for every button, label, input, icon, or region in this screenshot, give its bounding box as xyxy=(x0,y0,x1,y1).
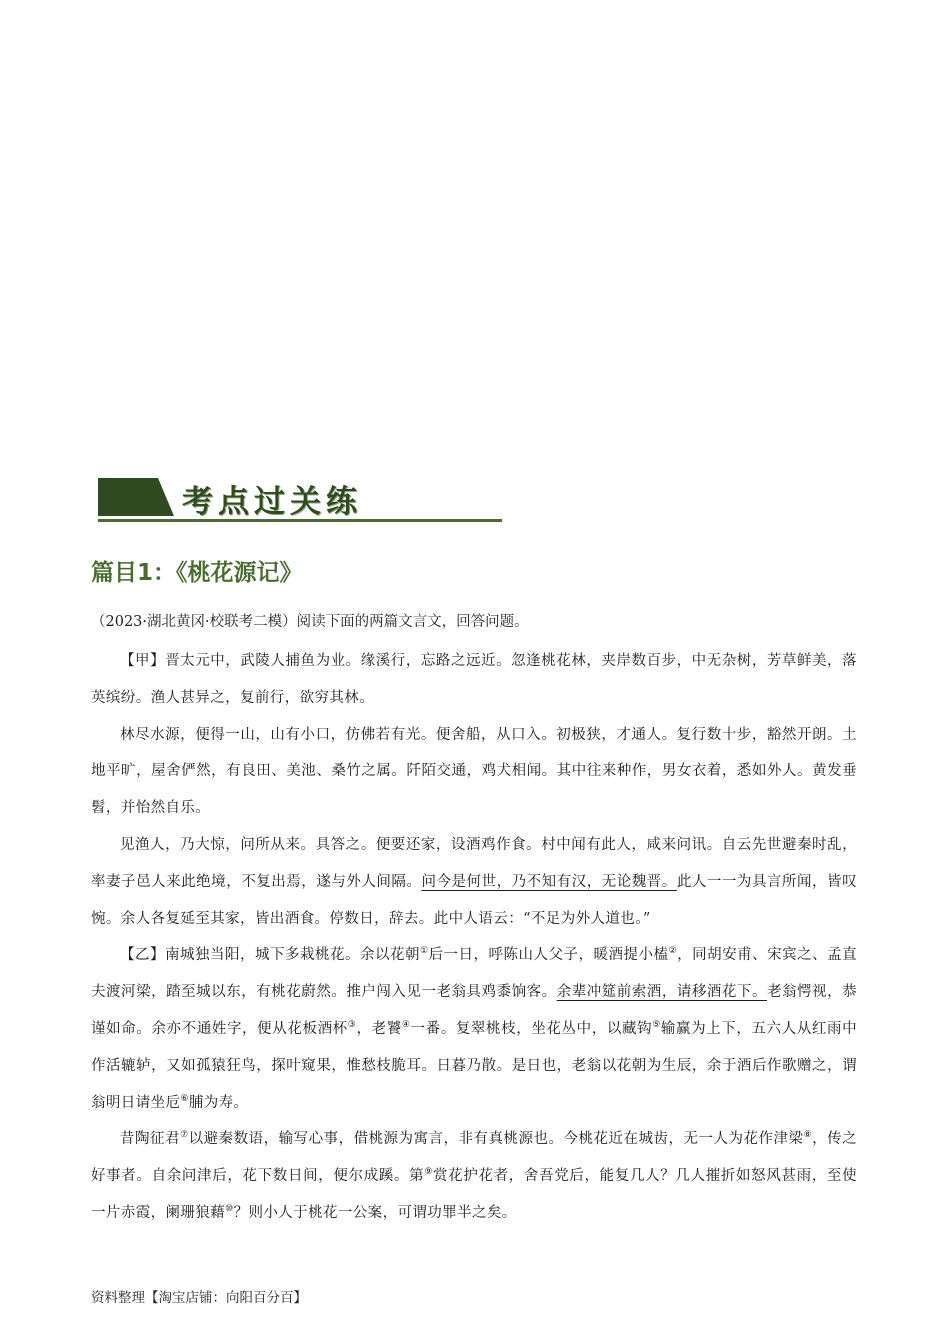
jia-paragraph-2: 林尽水源，便得一山，山有小口，仿佛若有光。便舍船，从口入。初极狭，才通人。复行数十步，豁然开朗。土地平旷，屋舍俨然，有良田、美池、桑竹之属。阡陌交通，鸡犬相闻。其中往来种作，男女衣着，悉如外人。黄发垂髫，并怡然自乐。 xyxy=(91,726,857,817)
yi-p2-text-e: ？则小人于桃花一公案，可谓功罪半之矣。 xyxy=(233,1204,517,1221)
yi-paragraph-1 xyxy=(91,937,857,1121)
yi-p2-text-d: 赏花护花者，舍吾党后，能复几人？几人摧折如怒风甚雨，至使一片赤霞，阑珊狼藉 xyxy=(91,1168,857,1221)
footnote-mark: ⑧ xyxy=(803,1130,813,1141)
footnote-mark: ⑤ xyxy=(652,1019,661,1030)
footer-text: 资料整理【淘宝店铺：向阳百分百】 xyxy=(91,1290,307,1306)
footnote-mark: ① xyxy=(419,946,429,957)
yi-p1-text-f: 一番。复翠桃枝，坐花丛中，以藏钩 xyxy=(410,1020,653,1037)
section-banner xyxy=(96,474,502,524)
yi-p1-text-g: 输赢为上下，五六人从红雨中作活辘轳，又如孤猿狂鸟，探叶窥果，惟愁枝脆耳。日暮乃散。是日也，老翁以花朝为生辰，余于酒后作歌赠之，谓翁明日请坐卮 xyxy=(91,1020,858,1111)
yi-p1-text-c: ，同胡安甫、宋宾之、孟直夫渡河梁，踏至城以东，有桃花蔚然。推户闯入见一老翁具鸡黍饷客。 xyxy=(91,947,858,1001)
footnote-mark: ② xyxy=(668,946,678,957)
passage-body xyxy=(91,643,857,1232)
yi-p2-text-c: ，传之好事者。自余问津后，花下数日间，便尔成蹊。第 xyxy=(91,1131,858,1185)
footnote-mark: ④ xyxy=(401,1019,411,1030)
footnote-mark: ⑩ xyxy=(225,1203,234,1214)
article-heading: 篇目1：《桃花源记》 xyxy=(91,560,303,586)
yi-p1-text-d: 老翁愕视，恭谨如命。余亦不通姓字，便从花板酒杯 xyxy=(91,984,857,1037)
yi-underlined-sentence: 余辈冲筵前索酒，请移酒花下。 xyxy=(556,984,767,1001)
yi-p2-text-b: 以避秦数语，输写心事，借桃源为寓言，非有真桃源也。今桃花近在城齿，无一人为花作津梁 xyxy=(188,1131,804,1148)
section-title: 考点过关练 xyxy=(182,484,362,520)
question-source: （2023·湖北黄冈·校联考二模）阅读下面的两篇文言文，回答问题。 xyxy=(91,614,529,630)
yi-p1-text-e: ，老饕 xyxy=(356,1020,402,1037)
banner-trapezoid xyxy=(98,478,174,516)
footnote-mark: ⑥ xyxy=(180,1093,189,1104)
yi-p1-text-b: 后一日，呼陈山人父子，暖酒提小榼 xyxy=(428,947,669,964)
yi-p1-text-h: 脯为寿。 xyxy=(188,1094,249,1111)
footnote-mark: ⑦ xyxy=(180,1130,189,1141)
yi-p2-text-a: 昔陶征君 xyxy=(120,1131,180,1148)
footnote-mark: ⑨ xyxy=(424,1167,434,1178)
yi-p1-text-a: 【乙】南城独当阳，城下多栽桃花。余以花朝 xyxy=(120,947,420,964)
jia-p3-text-a: 见渔人，乃大惊，问所从来。具答之。便要还家，设酒鸡作食。村中闻有此人，咸来问讯。自云先世避秦时乱，率妻子邑人来此绝境，不复出焉，遂与外人间隔。 xyxy=(91,836,857,890)
yi-paragraph-2 xyxy=(91,1121,857,1231)
footnote-mark: ③ xyxy=(347,1019,357,1030)
jia-p3-text-b: 此人一一为具言所闻，皆叹惋。余人各复延至其家，皆出酒食。停数日，辞去。此中人语云：“不足为外人道也。” xyxy=(91,873,857,927)
jia-paragraph-1: 【甲】晋太元中，武陵人捕鱼为业。缘溪行，忘路之远近。忽逢桃花林，夹岸数百步，中无杂树，芳草鲜美，落英缤纷。渔人甚异之，复前行，欲穷其林。 xyxy=(91,653,857,706)
jia-underlined-sentence: 问今是何世，乃不知有汉，无论魏晋。 xyxy=(421,873,677,890)
jia-paragraph-3 xyxy=(91,827,857,937)
